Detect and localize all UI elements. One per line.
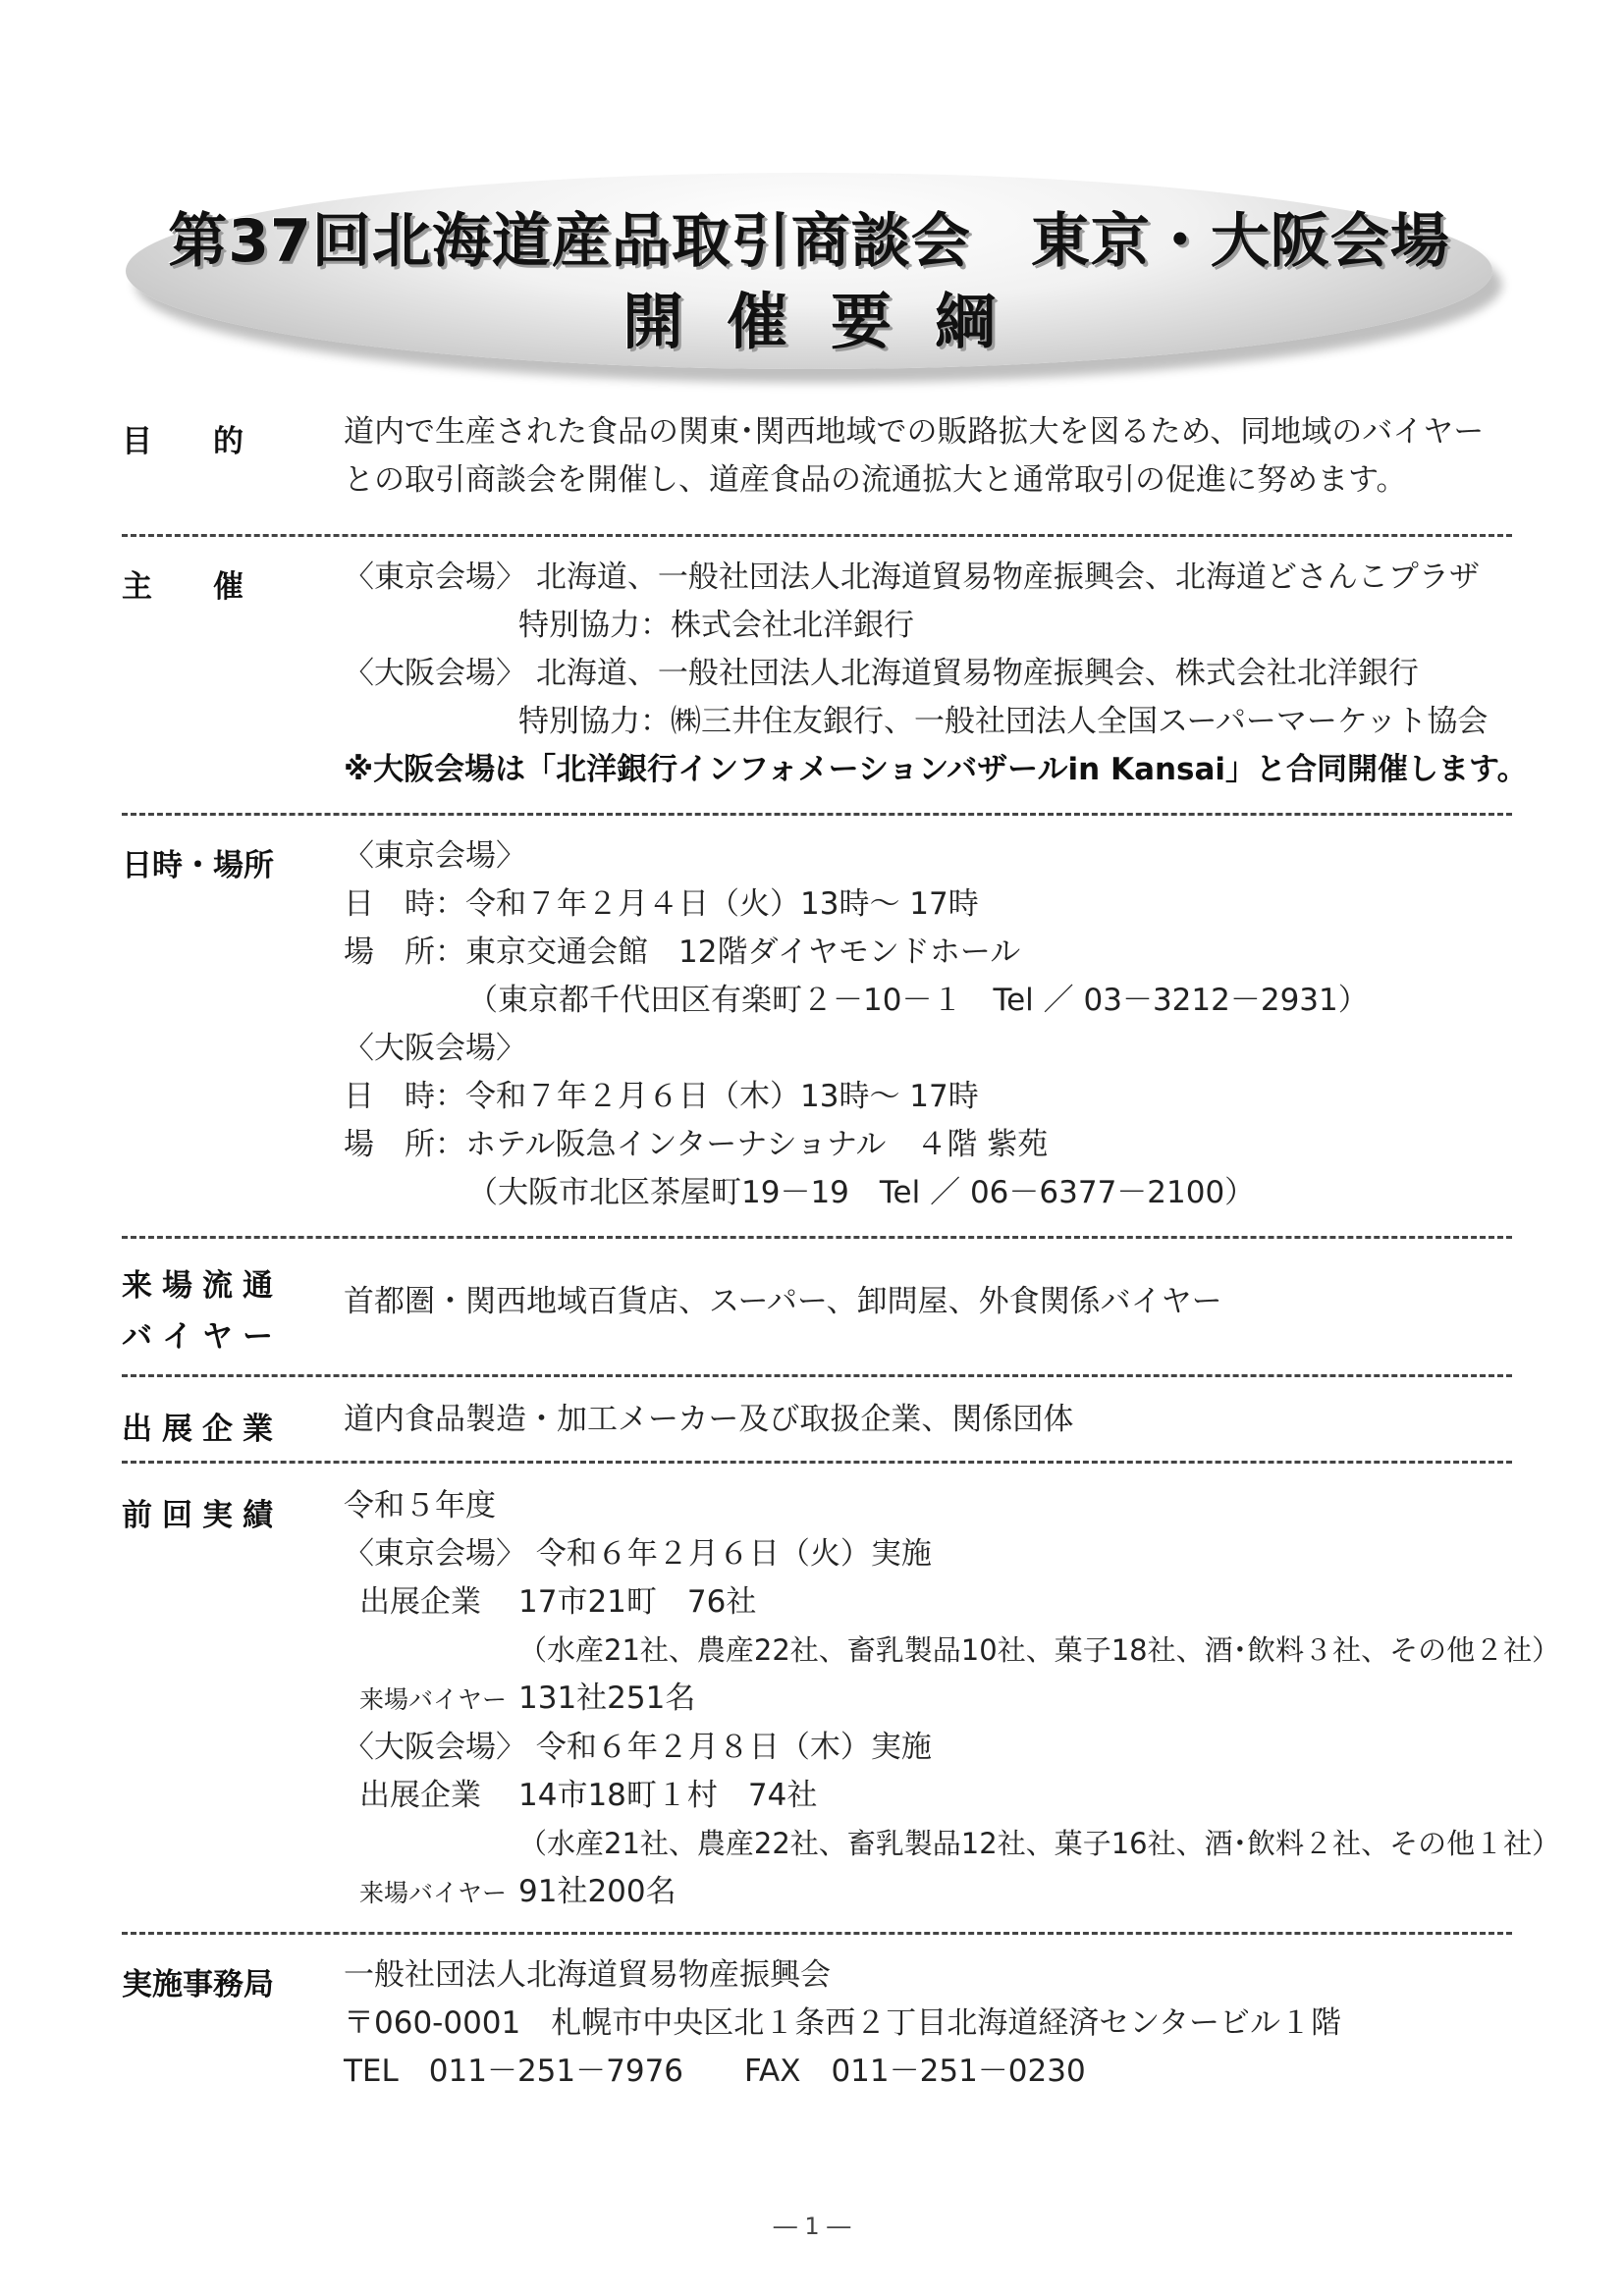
previous-osaka: 〈大阪会場〉 令和６年２月８日（木）実施 (344, 1730, 932, 1765)
tokyo-address: （東京都千代田区有楽町２－10－１ Tel ／ 03－3212－2931） (467, 983, 1369, 1018)
office-label: 実施事務局 (122, 1967, 274, 2002)
previous-tokyo-exhibitors-value: 17市21町 76社 (518, 1584, 757, 1620)
purpose-content (344, 408, 1512, 505)
osaka-address: （大阪市北区茶屋町19－19 Tel ／ 06－6377－2100） (467, 1175, 1256, 1210)
purpose-line-2: との取引商談会を開催し、道産食品の流通拡大と通常取引の促進に努めます。 (344, 462, 1407, 498)
page-number: ― 1 ― (773, 2213, 851, 2240)
exhibitors-label: 出展企業 (122, 1412, 283, 1447)
office-content (344, 1951, 1512, 2096)
previous-tokyo: 〈東京会場〉 令和６年２月６日（火）実施 (344, 1536, 932, 1572)
section-divider (122, 1461, 1512, 1464)
page-title: 第37回北海道産品取引商談会 東京・大阪会場 (168, 207, 1450, 276)
office-contact: TEL 011－251－7976 FAX 011－251－0230 (344, 2054, 1086, 2089)
tokyo-date: 日 時：令和７年２月４日（火）13時～ 17時 (344, 886, 979, 922)
previous-tokyo-breakdown: （水産21社、農産22社、畜乳製品10社、菓子18社、酒･飲料３社、その他２社） (518, 1633, 1561, 1667)
section-divider (122, 534, 1512, 537)
previous-year: 令和５年度 (344, 1488, 496, 1523)
previous-tokyo-buyers-value: 131社251名 (518, 1681, 696, 1716)
organizer-osaka: 〈大阪会場〉 北海道、一般社団法人北海道貿易物産振興会、株式会社北洋銀行 (344, 656, 1419, 691)
section-divider (122, 1374, 1512, 1377)
previous-osaka-exhibitors (344, 1772, 1512, 1820)
buyers-label-1: 来場流通 (122, 1268, 283, 1304)
organizer-note: ※大阪会場は「北洋銀行インフォメーションバザールin Kansai」と合同開催します。 (344, 752, 1528, 787)
purpose-line-1: 道内で生産された食品の関東･関西地域での販路拡大を図るため、同地域のバイヤー (344, 414, 1485, 450)
page-subtitle: 開催要綱 (622, 286, 1039, 357)
organizer-tokyo: 〈東京会場〉 北海道、一般社団法人北海道貿易物産振興会、北海道どさんこプラザ (344, 560, 1480, 595)
previous-osaka-breakdown: （水産21社、農産22社、畜乳製品12社、菓子16社、酒･飲料２社、その他１社） (518, 1827, 1561, 1860)
office-name: 一般社団法人北海道貿易物産振興会 (344, 1957, 831, 1993)
exhibitors-content (344, 1396, 1512, 1444)
section-divider (122, 813, 1512, 816)
buyers-label-2: バイヤー (122, 1319, 283, 1355)
previous-tokyo-buyers (344, 1675, 1512, 1724)
organizer-osaka-special: 特別協力：㈱三井住友銀行、一般社団法人全国スーパーマーケット協会 (518, 704, 1489, 739)
section-divider (122, 1932, 1512, 1935)
osaka-place: 場 所：ホテル阪急インターナショナル ４階 紫苑 (344, 1127, 1049, 1162)
organizer-label: 主 催 (122, 569, 244, 605)
previous-osaka-exhibitors-label: 出展企業 (359, 1778, 481, 1813)
organizer-content (344, 554, 1528, 794)
datetime-label: 日時・場所 (122, 848, 274, 883)
purpose-label: 目 的 (122, 424, 244, 459)
tokyo-place: 場 所：東京交通会館 12階ダイヤモンドホール (344, 934, 1021, 970)
tokyo-venue-header: 〈東京会場〉 (344, 838, 526, 874)
exhibitors-text: 道内食品製造・加工メーカー及び取扱企業、関係団体 (344, 1402, 1074, 1437)
buyers-content (344, 1278, 1512, 1326)
previous-tokyo-buyers-label: 来場バイヤー (359, 1685, 508, 1714)
previous-content (344, 1482, 1561, 1917)
previous-tokyo-exhibitors-label: 出展企業 (359, 1584, 481, 1620)
title-banner (126, 165, 1492, 379)
previous-tokyo-exhibitors (344, 1578, 1512, 1627)
previous-label: 前回実績 (122, 1498, 283, 1533)
previous-osaka-buyers-value: 91社200名 (518, 1874, 677, 1909)
previous-osaka-buyers-label: 来場バイヤー (359, 1879, 508, 1907)
osaka-date: 日 時：令和７年２月６日（木）13時～ 17時 (344, 1079, 979, 1114)
section-divider (122, 1236, 1512, 1239)
organizer-tokyo-special: 特別協力：株式会社北洋銀行 (518, 608, 914, 643)
datetime-content (344, 832, 1512, 1217)
office-address: 〒060-0001 札幌市中央区北１条西２丁目北海道経済センタービル１階 (344, 2005, 1342, 2041)
buyers-text: 首都圏・関西地域百貨店、スーパー、卸問屋、外食関係バイヤー (344, 1284, 1222, 1319)
osaka-venue-header: 〈大阪会場〉 (344, 1031, 526, 1066)
previous-osaka-buyers (344, 1868, 1512, 1917)
previous-osaka-exhibitors-value: 14市18町１村 74社 (518, 1778, 818, 1813)
